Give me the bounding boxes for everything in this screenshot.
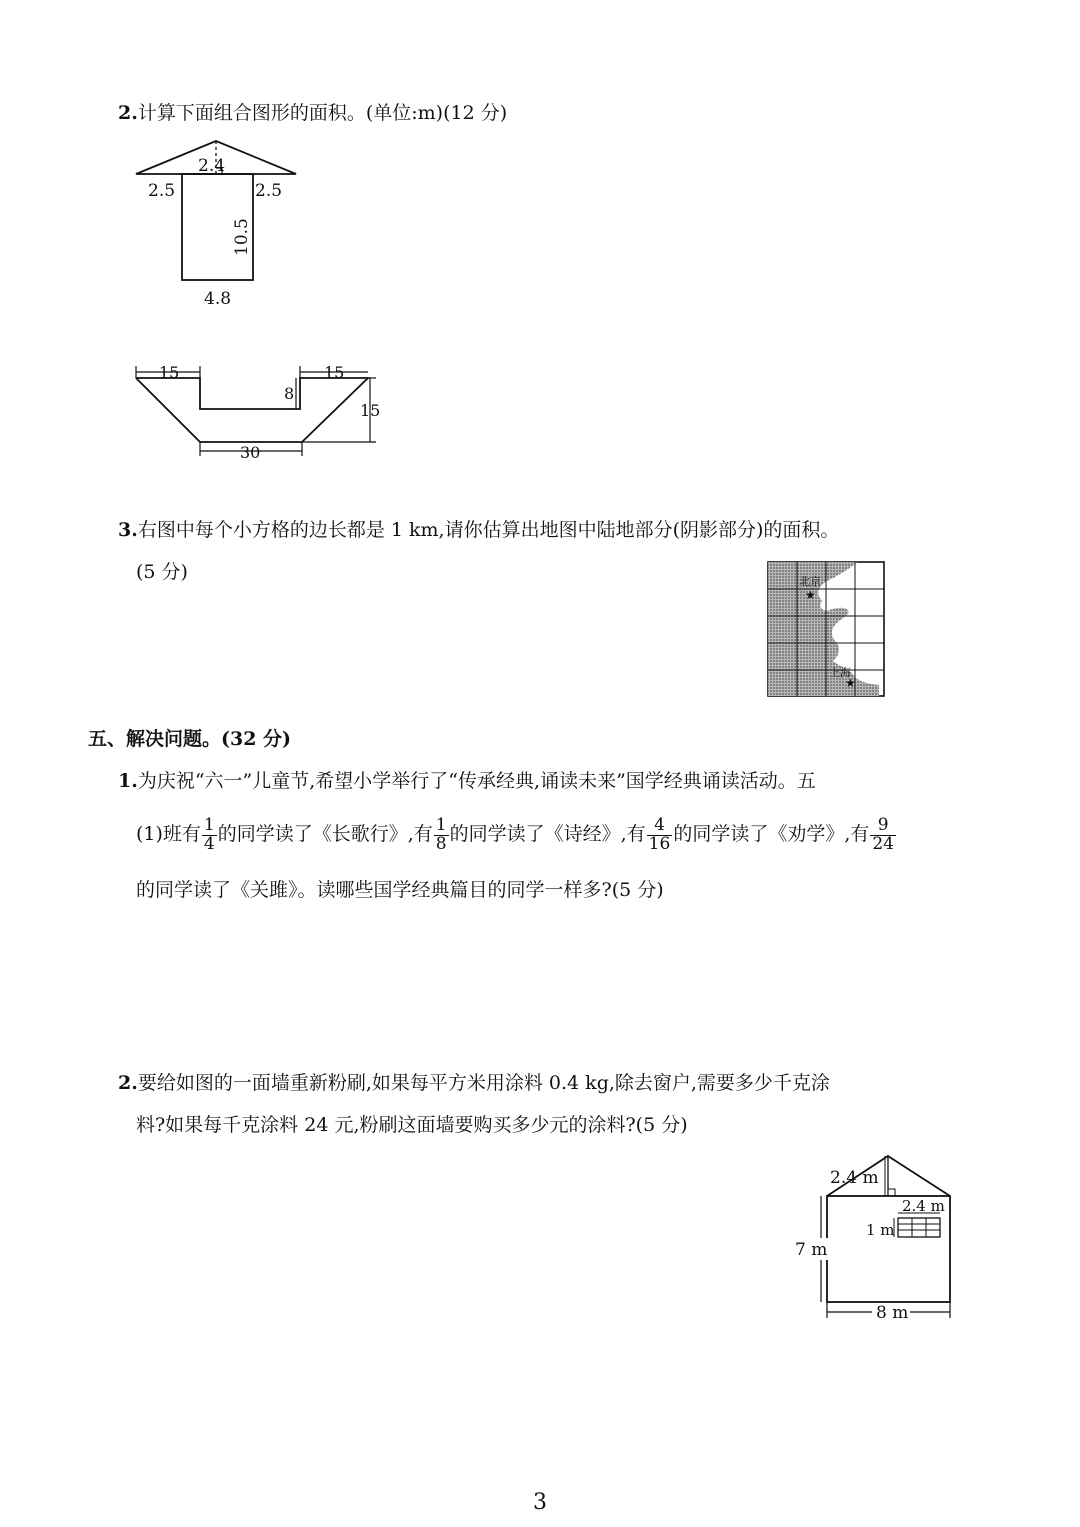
page-number: 3: [533, 1490, 547, 1515]
label-bottom: 30: [240, 443, 261, 462]
map-grid: [767, 561, 887, 701]
q5-1-text-1: 为庆祝“六一”儿童节,希望小学举行了“传承经典,诵读未来”国学经典诵读活动。五: [137, 770, 816, 792]
q5-1-text-2c: 的同学读了《诗经》,有: [449, 823, 646, 845]
figure-triangle-rectangle: [128, 138, 328, 318]
q4-3-score: (5 分): [136, 561, 188, 583]
label-bottom: 4.8: [204, 289, 232, 309]
q5-1-text-2b: 的同学读了《长歌行》,有: [217, 823, 433, 845]
fraction-4-16: $\frac{4}{16}$: [648, 814, 671, 854]
label-right: 2.5: [255, 181, 283, 201]
question-number: 3.: [118, 519, 138, 541]
label-height: 2.4: [198, 156, 226, 176]
figure-trapezoid-step: [130, 360, 400, 470]
question-text: 计算下面组合图形的面积。(单位:m)(12 分): [137, 102, 508, 124]
question-number: 2.: [118, 102, 138, 124]
q5-1-text-2a: (1)班有: [136, 823, 201, 845]
q4-2-stem: [118, 104, 507, 123]
label-left: 2.5: [148, 181, 176, 201]
fraction-1-4: $\frac{1}{4}$: [203, 814, 215, 854]
figure-wall: [790, 1150, 960, 1325]
q5-2-line2: 料?如果每千克涂料 24 元,粉刷这面墙要购买多少元的涂料?(5 分): [136, 1114, 688, 1136]
section-5-title: 五、解决问题。(32 分): [88, 728, 292, 750]
label-step: 8: [284, 384, 295, 403]
q5-2-line1: [118, 1074, 830, 1093]
label-roof-height: 2.4 m: [830, 1168, 879, 1188]
fraction-9-24: $\frac{9}{24}$: [872, 814, 894, 854]
question-text: 右图中每个小方格的边长都是 1 km,请你估算出地图中陆地部分(阴影部分)的面积。: [137, 519, 840, 541]
q5-1-line3: 的同学读了《关雎》。读哪些国学经典篇目的同学一样多?(5 分): [136, 879, 664, 901]
label-wall-height: 7 m: [795, 1240, 828, 1260]
q5-2-text-1: 要给如图的一面墙重新粉刷,如果每平方米用涂料 0.4 kg,除去窗户,需要多少千克涂: [137, 1072, 830, 1094]
label-height: 15: [360, 401, 381, 420]
label-side: 10.5: [232, 218, 252, 256]
q5-1-line2: [136, 810, 897, 858]
label-top-left: 15: [159, 363, 180, 382]
fraction-1-8: $\frac{1}{8}$: [435, 814, 447, 854]
label-wall-width: 8 m: [876, 1303, 909, 1323]
beijing-star-icon: ★: [805, 588, 816, 602]
label-window-width: 2.4 m: [902, 1197, 945, 1215]
q4-3-stem: [118, 521, 839, 540]
shanghai-star-icon: ★: [845, 676, 856, 690]
q5-1-text-2d: 的同学读了《劝学》,有: [673, 823, 870, 845]
map-city-shanghai: 上海: [829, 666, 851, 679]
label-window-height: 1 m: [866, 1221, 895, 1239]
label-top-right: 15: [324, 363, 345, 382]
question-number: 2.: [118, 1072, 138, 1094]
map-city-beijing: 北京: [799, 575, 821, 588]
question-number: 1.: [118, 770, 138, 792]
q5-1-line1: [118, 772, 816, 791]
